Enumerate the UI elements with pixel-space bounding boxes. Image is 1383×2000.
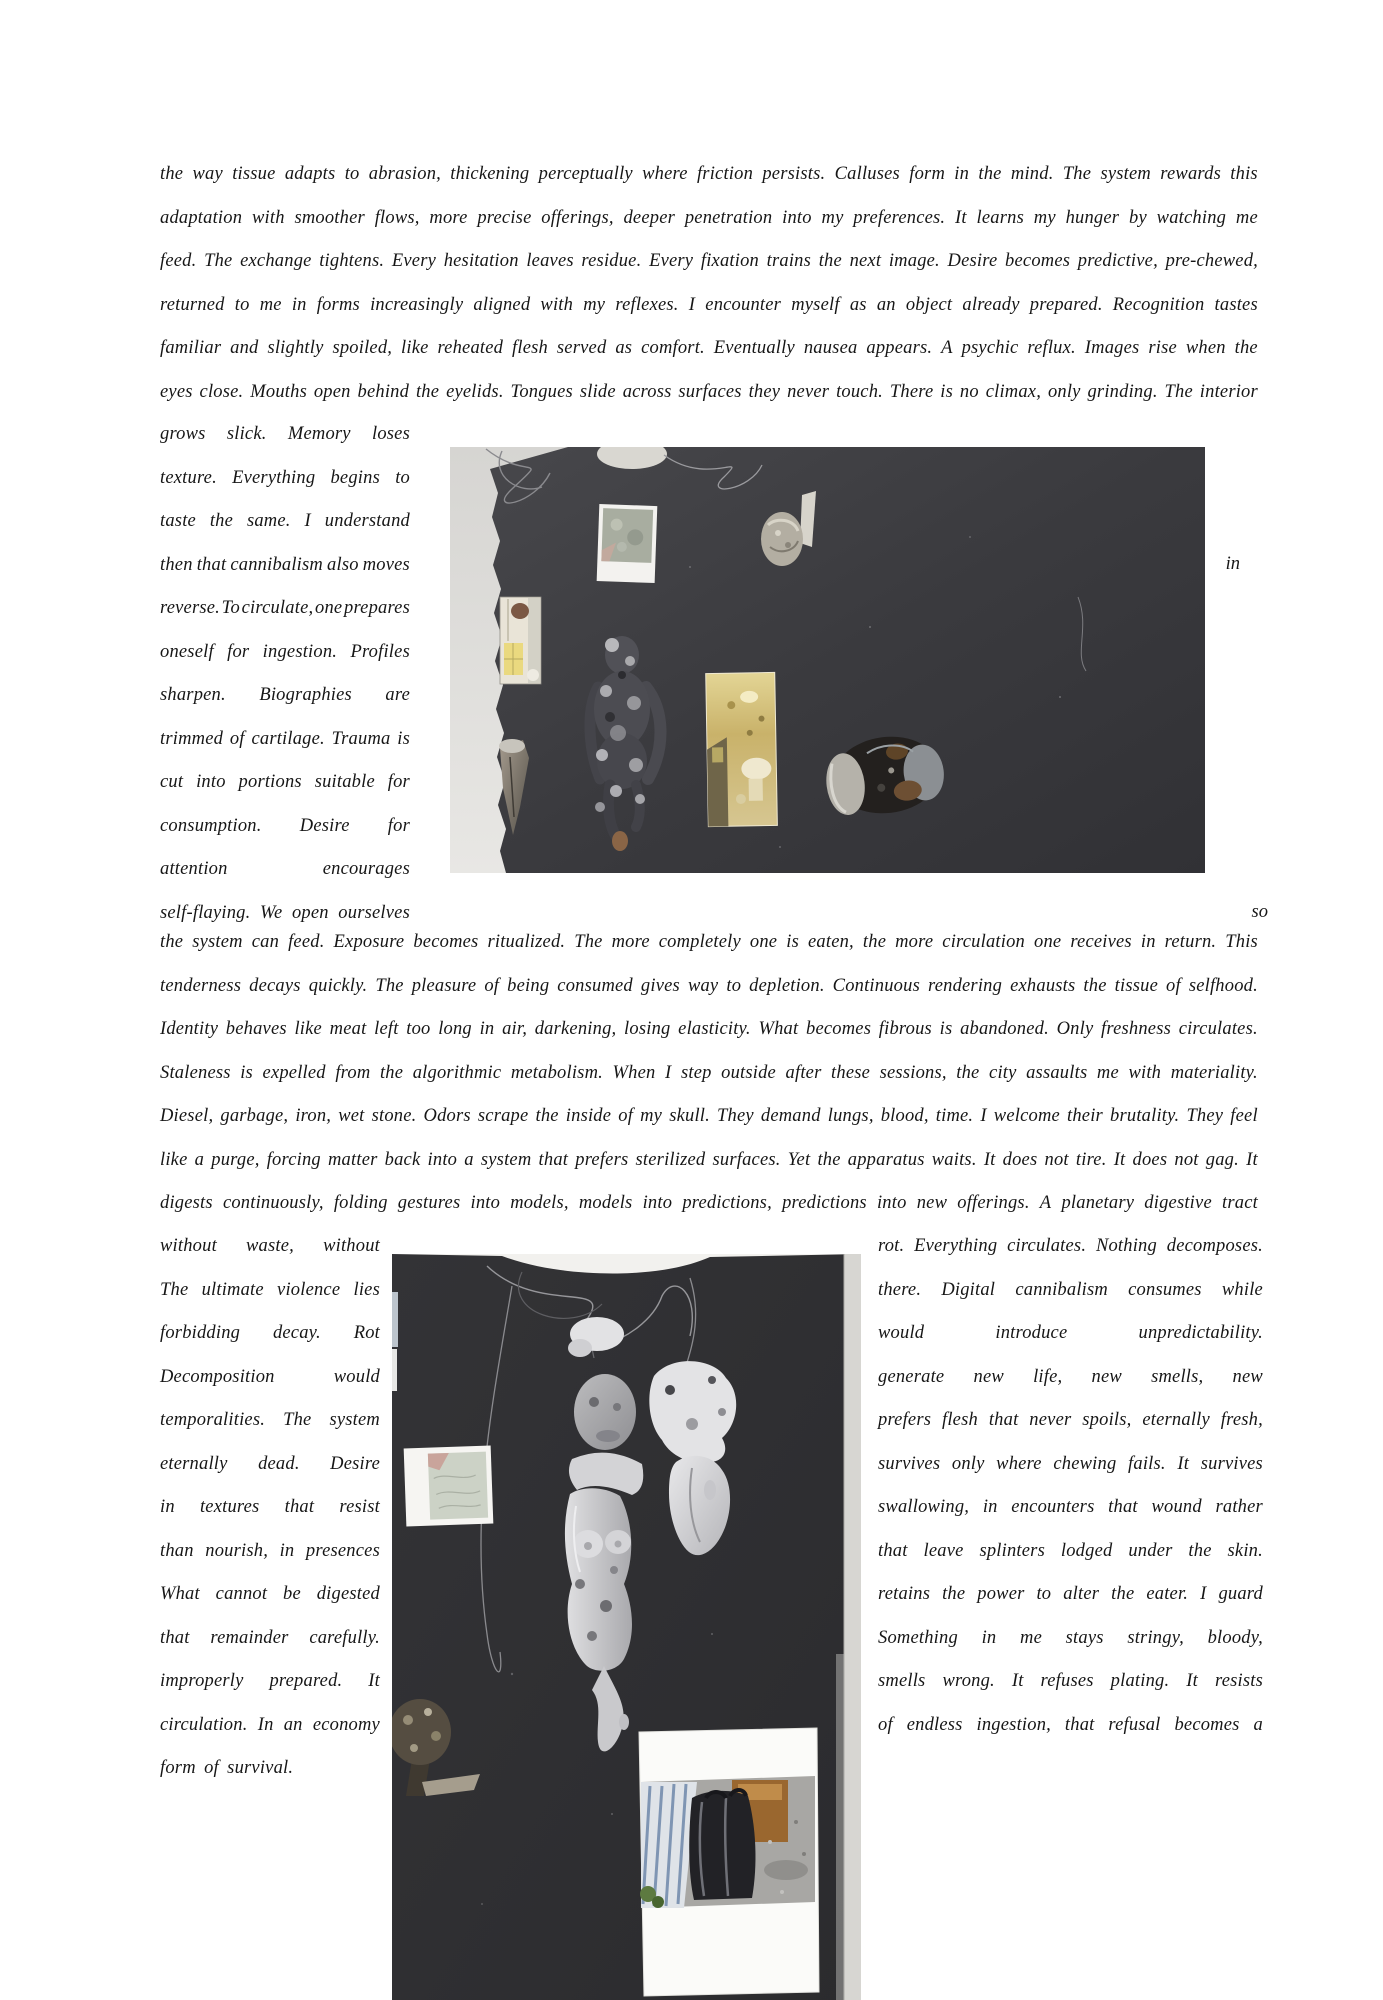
- text-line: familiar and slightly spoiled, like reheated flesh served as comfort. Eventually nausea appears. A psychic reflux. Images rise when the: [160, 338, 1258, 359]
- text-line: temporalities. The system: [160, 1410, 380, 1431]
- text-line: like a purge, forcing matter back into a system that prefers sterilized surfaces. Yet the apparatus waits. It does not tire. It does not gag. It: [160, 1149, 1258, 1170]
- text-line: grows slick. Memory loses: [160, 424, 410, 445]
- text-line: feed. The exchange tightens. Every hesitation leaves residue. Every fixation trains the next image. Desire becomes predictive, pre-chewed,: [160, 251, 1258, 272]
- wrap1-right-word-in: in: [1225, 554, 1240, 575]
- text-line: digests continuously, folding gestures into models, models into predictions, predictions into new offerings. A planetary digestive tract: [160, 1193, 1258, 1214]
- text-line: The ultimate violence lies: [160, 1279, 380, 1300]
- text-line: sharpen. Biographies are: [160, 685, 410, 706]
- text-line: consumption. Desire for: [160, 815, 410, 836]
- text-line: Something in me stays stringy, bloody,: [878, 1627, 1263, 1648]
- text-line: Identity behaves like meat left too long in air, darkening, losing elasticity. What becomes fibrous is abandoned. Only freshness circulates.: [160, 1019, 1258, 1040]
- intro-paragraph: [160, 153, 1258, 414]
- wrap1-right-word-so: so: [1251, 902, 1268, 923]
- polaroid-photo: [597, 504, 658, 583]
- text-line: Decomposition would: [160, 1366, 380, 1387]
- text-line: tenderness decays quickly. The pleasure of being consumed gives way to depletion. Continuous rendering exhausts the tissue of selfhood.: [160, 975, 1258, 996]
- text-line: swallowing, in encounters that wound rather: [878, 1497, 1263, 1518]
- wrap2-left-column: [160, 1225, 380, 1791]
- text-line: reverse. To circulate, one prepares: [160, 598, 410, 619]
- text-line: oneself for ingestion. Profiles: [160, 641, 410, 662]
- middle-paragraph: [160, 921, 1258, 1226]
- text-line: self-flaying. We open ourselves: [160, 902, 410, 923]
- bathroom-photo: [706, 672, 778, 826]
- text-line: texture. Everything begins to: [160, 467, 410, 488]
- text-line: adaptation with smoother flows, more precise offerings, deeper penetration into my preferences. It learns my hunger by watching me: [160, 207, 1258, 228]
- text-line: Staleness is expelled from the algorithmic metabolism. When I step outside after these sessions, the city assaults me with materiality.: [160, 1062, 1258, 1083]
- wrap1-left-column: [160, 413, 410, 935]
- text-line: prefers flesh that never spoils, eternally fresh,: [878, 1410, 1263, 1431]
- text-line: of endless ingestion, that refusal becomes a: [878, 1714, 1263, 1735]
- text-line: eyes close. Mouths open behind the eyelids. Tongues slide across surfaces they never touch. There is no climax, only grinding. The interior: [160, 381, 1258, 402]
- text-line: returned to me in forms increasingly aligned with my reflexes. I encounter myself as an object already prepared. Recognition tastes: [160, 294, 1258, 315]
- texture-photo-small: [404, 1445, 494, 1526]
- artwork-photo-2: [392, 1254, 861, 2000]
- text-line: the system can feed. Exposure becomes ritualized. The more completely one is eaten, the more circulation one receives in return. This: [160, 932, 1258, 953]
- text-line: Diesel, garbage, iron, wet stone. Odors scrape the inside of my skull. They demand lungs, blood, time. I welcome their brutality. They feel: [160, 1106, 1258, 1127]
- text-line: that remainder carefully.: [160, 1627, 380, 1648]
- text-line: then that cannibalism also moves: [160, 554, 410, 575]
- text-line: generate new life, new smells, new: [878, 1366, 1263, 1387]
- text-line: improperly prepared. It: [160, 1671, 380, 1692]
- text-line: would introduce unpredictability.: [878, 1323, 1263, 1344]
- text-line: taste the same. I understand: [160, 511, 410, 532]
- text-line: form of survival.: [160, 1758, 294, 1779]
- wrap2-right-column: [878, 1225, 1263, 1747]
- text-line: survives only where chewing fails. It survives: [878, 1453, 1263, 1474]
- artwork-photo-1: [450, 447, 1205, 873]
- text-line: retains the power to alter the eater. I guard: [878, 1584, 1263, 1605]
- text-line: What cannot be digested: [160, 1584, 380, 1605]
- street-photo: [640, 1776, 815, 1908]
- text-line: eternally dead. Desire: [160, 1453, 380, 1474]
- interior-photo-small: [500, 597, 541, 684]
- text-line: rot. Everything circulates. Nothing decomposes.: [878, 1236, 1263, 1257]
- white-paper-sheet: [639, 1728, 819, 1996]
- text-line: cut into portions suitable for: [160, 772, 410, 793]
- text-line: smells wrong. It refuses plating. It resists: [878, 1671, 1263, 1692]
- text-line: circulation. In an economy: [160, 1714, 380, 1735]
- text-line: without waste, without: [160, 1236, 380, 1257]
- text-line: in textures that resist: [160, 1497, 380, 1518]
- text-line: the way tissue adapts to abrasion, thickening perceptually where friction persists. Calluses form in the mind. The system rewards this: [160, 164, 1258, 185]
- text-line: forbidding decay. Rot: [160, 1323, 380, 1344]
- text-line: trimmed of cartilage. Trauma is: [160, 728, 410, 749]
- text-line: attention encourages: [160, 859, 410, 880]
- text-line: there. Digital cannibalism consumes while: [878, 1279, 1263, 1300]
- text-line: that leave splinters lodged under the skin.: [878, 1540, 1263, 1561]
- text-line: than nourish, in presences: [160, 1540, 380, 1561]
